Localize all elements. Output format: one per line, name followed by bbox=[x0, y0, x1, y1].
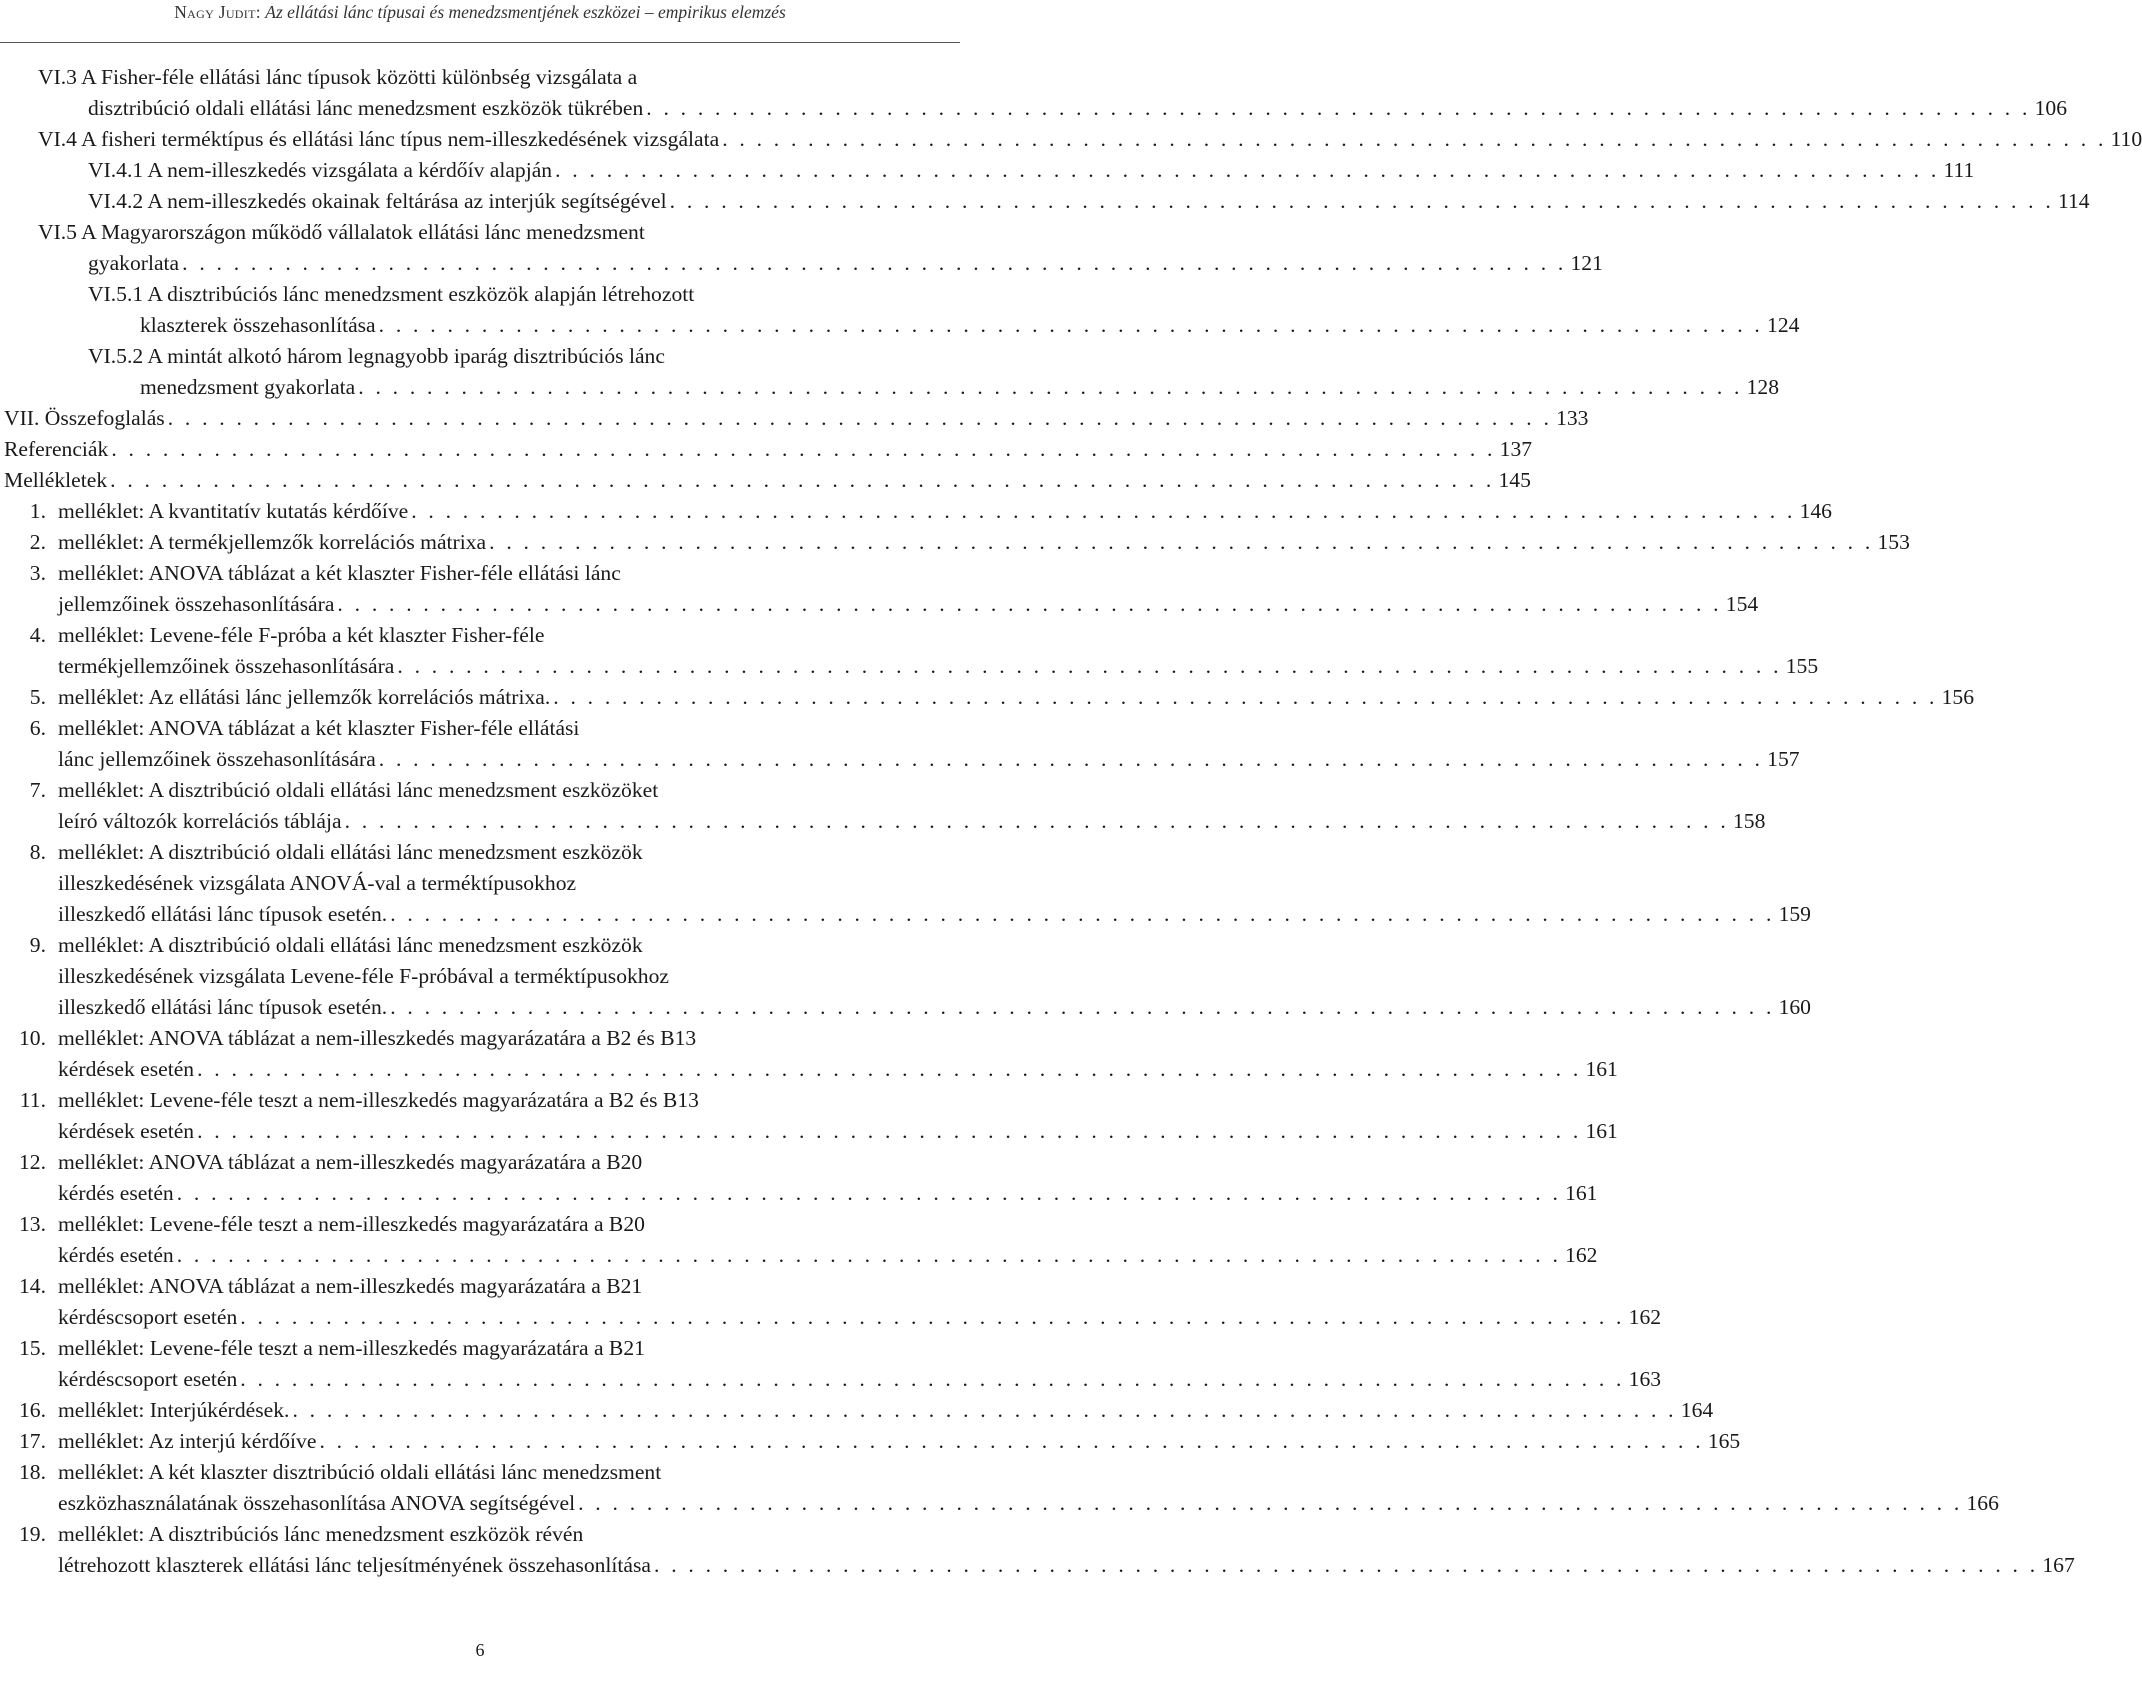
toc-entry-title: VI.5.1 A disztribúciós lánc menedzsment eszközök alapján létrehozott bbox=[88, 282, 695, 306]
toc-entry-number: 13. bbox=[19, 1212, 46, 1236]
toc-entry-page: 157 bbox=[1763, 744, 1799, 775]
toc-entry[interactable] bbox=[0, 558, 1759, 620]
toc-entry-title: klaszterek összehasonlítása bbox=[140, 310, 379, 341]
toc-entry-title: VII. Összefoglalás bbox=[4, 403, 168, 434]
toc-entry-title: menedzsment gyakorlata bbox=[140, 372, 358, 403]
toc-entry-number: 4. bbox=[29, 623, 46, 647]
toc-entry-number: 10. bbox=[19, 1026, 46, 1050]
toc-entry[interactable] bbox=[0, 496, 1832, 527]
toc-entry-page: 159 bbox=[1775, 899, 1811, 930]
toc-entry-page: 121 bbox=[1567, 248, 1603, 279]
toc-entry-title: melléklet: A disztribúció oldali ellátási lánc menedzsment eszközök bbox=[58, 840, 643, 864]
toc-entry-title: termékjellemzőinek összehasonlítására bbox=[58, 651, 397, 682]
toc-entry[interactable] bbox=[0, 155, 1975, 186]
header-title: Az ellátási lánc típusai és menedzsmentjének eszközei – empirikus elemzés bbox=[265, 2, 786, 22]
toc-entry-title: illeszkedő ellátási lánc típusok esetén. bbox=[58, 899, 390, 930]
table-of-contents bbox=[0, 62, 2142, 1581]
toc-entry-title: melléklet: Levene-féle teszt a nem-illeszkedés magyarázatára a B20 bbox=[58, 1212, 645, 1236]
toc-entry-title: melléklet: A termékjellemzők korrelációs mátrixa bbox=[58, 527, 489, 558]
header-author: Nagy Judit: bbox=[174, 2, 261, 22]
toc-entry[interactable] bbox=[0, 682, 1975, 713]
dot-leader: . . . . . . . . . . . . . . . . . . . . . . . . . . . . . . . . . . . . . . . . . . . . . . . . . . . . . . . . . . . . . . . . . . . . . . . . . . . . . . . . . bbox=[337, 592, 1722, 616]
toc-entry[interactable] bbox=[0, 1519, 2075, 1581]
toc-entry-title: kérdések esetén bbox=[58, 1054, 197, 1085]
toc-entry[interactable] bbox=[0, 775, 1766, 837]
toc-entry-page: 146 bbox=[1796, 496, 1832, 527]
dot-leader: . . . . . . . . . . . . . . . . . . . . . . . . . . . . . . . . . . . . . . . . . . . . . . . . . . . . . . . . . . . . . . . . . . . . . . . . . . . . . . . . . bbox=[182, 251, 1567, 275]
toc-entry-title: illeszkedésének vizsgálata ANOVÁ-val a terméktípusokhoz bbox=[58, 871, 577, 895]
dot-leader: . . . . . . . . . . . . . . . . . . . . . . . . . . . . . . . . . . . . . . . . . . . . . . . . . . . . . . . . . . . . . . . . . . . . . . . . . . . . . . . . . bbox=[378, 747, 1764, 771]
toc-entry-page: 154 bbox=[1722, 589, 1758, 620]
toc-entry-page: 158 bbox=[1729, 806, 1765, 837]
dot-leader: . . . . . . . . . . . . . . . . . . . . . . . . . . . . . . . . . . . . . . . . . . . . . . . . . . . . . . . . . . . . . . . . . . . . . . . . . . . . . . . . . bbox=[390, 902, 1775, 926]
toc-entry[interactable] bbox=[0, 1023, 1618, 1085]
dot-leader: . . . . . . . . . . . . . . . . . . . . . . . . . . . . . . . . . . . . . . . . . . . . . . . . . . . . . . . . . . . . . . . . . . . . . . . . . . . . . . . . . bbox=[240, 1367, 1625, 1391]
toc-entry-title: VI.5 A Magyarországon működő vállalatok ellátási lánc menedzsment bbox=[38, 220, 645, 244]
dot-leader: . . . . . . . . . . . . . . . . . . . . . . . . . . . . . . . . . . . . . . . . . . . . . . . . . . . . . . . . . . . . . . . . . . . . . . . . . . . . . . . . . bbox=[390, 995, 1775, 1019]
toc-entry[interactable] bbox=[0, 527, 1910, 558]
toc-entry-title: VI.4.1 A nem-illeszkedés vizsgálata a kérdőív alapján bbox=[88, 155, 555, 186]
toc-entry[interactable] bbox=[0, 1395, 1714, 1426]
toc-entry-page: 137 bbox=[1496, 434, 1532, 465]
toc-entry-title: melléklet: ANOVA táblázat a két klaszter Fisher-féle ellátási bbox=[58, 716, 580, 740]
toc-entry-page: 128 bbox=[1743, 372, 1779, 403]
toc-entry-title: melléklet: A disztribúció oldali ellátási lánc menedzsment eszközöket bbox=[58, 778, 659, 802]
toc-entry-title: kérdés esetén bbox=[58, 1240, 177, 1271]
toc-entry-title: VI.4 A fisheri terméktípus és ellátási lánc típus nem-illeszkedésének vizsgálata bbox=[38, 124, 722, 155]
toc-entry[interactable] bbox=[0, 1333, 1662, 1395]
toc-entry-page: 133 bbox=[1552, 403, 1588, 434]
toc-entry[interactable] bbox=[0, 341, 1780, 403]
toc-entry-title: VI.4.2 A nem-illeszkedés okainak feltárása az interjúk segítségével bbox=[88, 186, 670, 217]
toc-entry-number: 14. bbox=[19, 1274, 46, 1298]
page-number: 6 bbox=[475, 1640, 485, 1660]
running-header bbox=[0, 0, 960, 43]
toc-entry-title: kérdéscsoport esetén bbox=[58, 1302, 240, 1333]
toc-entry-title: VI.5.2 A mintát alkotó három legnagyobb iparág disztribúciós lánc bbox=[88, 344, 665, 368]
toc-entry-page: 110 bbox=[2107, 124, 2142, 155]
toc-entry[interactable] bbox=[0, 279, 1800, 341]
toc-entry-title: melléklet: Az interjú kérdőíve bbox=[58, 1426, 319, 1457]
dot-leader: . . . . . . . . . . . . . . . . . . . . . . . . . . . . . . . . . . . . . . . . . . . . . . . . . . . . . . . . . . . . . . . . . . . . . . . . . . . . . . . . . bbox=[489, 530, 1874, 554]
toc-entry-number: 16. bbox=[19, 1398, 46, 1422]
toc-entry-page: 161 bbox=[1581, 1054, 1617, 1085]
dot-leader: . . . . . . . . . . . . . . . . . . . . . . . . . . . . . . . . . . . . . . . . . . . . . . . . . . . . . . . . . . . . . . . . . . . . . . . . . . . . . . . . . bbox=[197, 1057, 1582, 1081]
dot-leader: . . . . . . . . . . . . . . . . . . . . . . . . . . . . . . . . . . . . . . . . . . . . . . . . . . . . . . . . . . . . . . . . . . . . . . . . . . . . . . . . . bbox=[240, 1305, 1625, 1329]
toc-entry-title: leíró változók korrelációs táblája bbox=[58, 806, 345, 837]
dot-leader: . . . . . . . . . . . . . . . . . . . . . . . . . . . . . . . . . . . . . . . . . . . . . . . . . . . . . . . . . . . . . . . . . . . . . . . . . . . . . . . . . bbox=[378, 313, 1764, 337]
dot-leader: . . . . . . . . . . . . . . . . . . . . . . . . . . . . . . . . . . . . . . . . . . . . . . . . . . . . . . . . . . . . . . . . . . . . . . . . . . . . . . . . . bbox=[197, 1119, 1582, 1143]
toc-entry-title: melléklet: A disztribúció oldali ellátási lánc menedzsment eszközök bbox=[58, 933, 643, 957]
toc-entry-title: jellemzőinek összehasonlítására bbox=[58, 589, 337, 620]
toc-entry-title: illeszkedésének vizsgálata Levene-féle F-próbával a terméktípusokhoz bbox=[58, 964, 669, 988]
toc-entry-page: 156 bbox=[1938, 682, 1974, 713]
dot-leader: . . . . . . . . . . . . . . . . . . . . . . . . . . . . . . . . . . . . . . . . . . . . . . . . . . . . . . . . . . . . . . . . . . . . . . . . . . . . . . . . . bbox=[553, 685, 1938, 709]
toc-entry-page: 165 bbox=[1704, 1426, 1740, 1457]
dot-leader: . . . . . . . . . . . . . . . . . . . . . . . . . . . . . . . . . . . . . . . . . . . . . . . . . . . . . . . . . . . . . . . . . . . . . . . . . . . . . . . . . bbox=[176, 1181, 1562, 1205]
toc-entry-number: 3. bbox=[29, 561, 46, 585]
dot-leader: . . . . . . . . . . . . . . . . . . . . . . . . . . . . . . . . . . . . . . . . . . . . . . . . . . . . . . . . . . . . . . . . . . . . . . . . . . . . . . . . . bbox=[397, 654, 1782, 678]
toc-entry[interactable] bbox=[0, 465, 1531, 496]
toc-entry-title: melléklet: A disztribúciós lánc menedzsment eszközök révén bbox=[58, 1522, 584, 1546]
toc-entry-title: disztribúció oldali ellátási lánc menedzsment eszközök tükrében bbox=[88, 93, 646, 124]
dot-leader: . . . . . . . . . . . . . . . . . . . . . . . . . . . . . . . . . . . . . . . . . . . . . . . . . . . . . . . . . . . . . . . . . . . . . . . . . . . . . . . . . bbox=[176, 1243, 1562, 1267]
toc-entry-title: melléklet: A két klaszter disztribúció oldali ellátási lánc menedzsment bbox=[58, 1460, 662, 1484]
toc-entry[interactable] bbox=[0, 1085, 1618, 1147]
toc-entry-page: 163 bbox=[1625, 1364, 1661, 1395]
dot-leader: . . . . . . . . . . . . . . . . . . . . . . . . . . . . . . . . . . . . . . . . . . . . . . . . . . . . . . . . . . . . . . . . . . . . . . . . . . . . . . . . . bbox=[110, 468, 1495, 492]
toc-entry-title: kérdéscsoport esetén bbox=[58, 1364, 240, 1395]
toc-entry[interactable] bbox=[0, 186, 2090, 217]
toc-entry[interactable] bbox=[0, 1209, 1598, 1271]
toc-entry-number: 6. bbox=[29, 716, 46, 740]
toc-entry-page: 124 bbox=[1763, 310, 1799, 341]
toc-entry-title: kérdések esetén bbox=[58, 1116, 197, 1147]
toc-entry-page: 162 bbox=[1625, 1302, 1661, 1333]
toc-entry-page: 167 bbox=[2038, 1550, 2074, 1581]
toc-entry[interactable] bbox=[0, 620, 1819, 682]
dot-leader: . . . . . . . . . . . . . . . . . . . . . . . . . . . . . . . . . . . . . . . . . . . . . . . . . . . . . . . . . . . . . . . . . . . . . . . . . . . . . . . . . bbox=[167, 406, 1553, 430]
dot-leader: . . . . . . . . . . . . . . . . . . . . . . . . . . . . . . . . . . . . . . . . . . . . . . . . . . . . . . . . . . . . . . . . . . . . . . . . . . . . . . . . . bbox=[358, 375, 1743, 399]
toc-entry[interactable] bbox=[0, 1426, 1741, 1457]
toc-entry-title: melléklet: Levene-féle teszt a nem-illeszkedés magyarázatára a B2 és B13 bbox=[58, 1088, 699, 1112]
dot-leader: . . . . . . . . . . . . . . . . . . . . . . . . . . . . . . . . . . . . . . . . . . . . . . . . . . . . . . . . . . . . . . . . . . . . . . . . . . . . . . . . . bbox=[555, 158, 1940, 182]
toc-entry-title: melléklet: Levene-féle teszt a nem-illeszkedés magyarázatára a B21 bbox=[58, 1336, 645, 1360]
toc-entry-number: 2. bbox=[29, 530, 46, 554]
toc-entry-number: 1. bbox=[29, 499, 46, 523]
toc-entry-number: 19. bbox=[19, 1522, 46, 1546]
toc-entry-number: 9. bbox=[29, 933, 46, 957]
dot-leader: . . . . . . . . . . . . . . . . . . . . . . . . . . . . . . . . . . . . . . . . . . . . . . . . . . . . . . . . . . . . . . . . . . . . . . . . . . . . . . . . . bbox=[646, 96, 2031, 120]
toc-entry-page: 160 bbox=[1775, 992, 1811, 1023]
dot-leader: . . . . . . . . . . . . . . . . . . . . . . . . . . . . . . . . . . . . . . . . . . . . . . . . . . . . . . . . . . . . . . . . . . . . . . . . . . . . . . . . . bbox=[411, 499, 1796, 523]
toc-entry-title: gyakorlata bbox=[88, 248, 182, 279]
toc-entry-title: eszközhasználatának összehasonlítása ANOVA segítségével bbox=[58, 1488, 578, 1519]
toc-entry-page: 106 bbox=[2031, 93, 2067, 124]
toc-entry-title: lánc jellemzőinek összehasonlítására bbox=[58, 744, 379, 775]
toc-entry-title: melléklet: Az ellátási lánc jellemzők korrelációs mátrixa. bbox=[58, 682, 553, 713]
toc-entry-number: 8. bbox=[29, 840, 46, 864]
toc-entry-page: 155 bbox=[1782, 651, 1818, 682]
toc-entry-page: 164 bbox=[1677, 1395, 1713, 1426]
toc-entry-title: létrehozott klaszterek ellátási lánc teljesítményének összehasonlítása bbox=[58, 1550, 654, 1581]
toc-entry-number: 12. bbox=[19, 1150, 46, 1174]
toc-entry[interactable] bbox=[0, 1271, 1662, 1333]
toc-entry-number: 5. bbox=[29, 685, 46, 709]
toc-entry[interactable] bbox=[0, 124, 2142, 155]
toc-entry[interactable] bbox=[0, 930, 1811, 1023]
toc-entry[interactable] bbox=[0, 837, 1811, 930]
toc-entry-title: VI.3 A Fisher-féle ellátási lánc típusok közötti különbség vizsgálata a bbox=[38, 65, 638, 89]
dot-leader: . . . . . . . . . . . . . . . . . . . . . . . . . . . . . . . . . . . . . . . . . . . . . . . . . . . . . . . . . . . . . . . . . . . . . . . . . . . . . . . . . bbox=[654, 1553, 2039, 1577]
dot-leader: . . . . . . . . . . . . . . . . . . . . . . . . . . . . . . . . . . . . . . . . . . . . . . . . . . . . . . . . . . . . . . . . . . . . . . . . . . . . . . . . . bbox=[319, 1429, 1704, 1453]
dot-leader: . . . . . . . . . . . . . . . . . . . . . . . . . . . . . . . . . . . . . . . . . . . . . . . . . . . . . . . . . . . . . . . . . . . . . . . . . . . . . . . . . bbox=[722, 127, 2107, 151]
toc-entry-page: 111 bbox=[1939, 155, 1974, 186]
toc-entry-number: 11. bbox=[19, 1088, 46, 1112]
toc-entry-number: 17. bbox=[19, 1429, 46, 1453]
toc-entry-page: 161 bbox=[1561, 1178, 1597, 1209]
toc-entry-title: melléklet: ANOVA táblázat a két klaszter Fisher-féle ellátási lánc bbox=[58, 561, 621, 585]
toc-entry[interactable] bbox=[0, 217, 1603, 279]
toc-entry-title: melléklet: Interjúkérdések. bbox=[58, 1395, 292, 1426]
dot-leader: . . . . . . . . . . . . . . . . . . . . . . . . . . . . . . . . . . . . . . . . . . . . . . . . . . . . . . . . . . . . . . . . . . . . . . . . . . . . . . . . . bbox=[669, 189, 2054, 213]
toc-entry-page: 162 bbox=[1561, 1240, 1597, 1271]
toc-entry-number: 15. bbox=[19, 1336, 46, 1360]
toc-entry[interactable] bbox=[0, 403, 1589, 434]
dot-leader: . . . . . . . . . . . . . . . . . . . . . . . . . . . . . . . . . . . . . . . . . . . . . . . . . . . . . . . . . . . . . . . . . . . . . . . . . . . . . . . . . bbox=[292, 1398, 1677, 1422]
dot-leader: . . . . . . . . . . . . . . . . . . . . . . . . . . . . . . . . . . . . . . . . . . . . . . . . . . . . . . . . . . . . . . . . . . . . . . . . . . . . . . . . . bbox=[344, 809, 1729, 833]
toc-entry-number: 7. bbox=[29, 778, 46, 802]
toc-entry[interactable] bbox=[0, 1147, 1598, 1209]
toc-entry[interactable] bbox=[0, 434, 1533, 465]
toc-entry-page: 166 bbox=[1962, 1488, 1998, 1519]
toc-entry-page: 114 bbox=[2054, 186, 2090, 217]
toc-entry[interactable] bbox=[0, 1457, 1999, 1519]
toc-entry[interactable] bbox=[0, 713, 1800, 775]
toc-entry-title: Mellékletek bbox=[4, 465, 110, 496]
toc-entry-title: Referenciák bbox=[4, 434, 111, 465]
running-header-text bbox=[0, 2, 960, 23]
toc-entry-title: melléklet: ANOVA táblázat a nem-illeszkedés magyarázatára a B20 bbox=[58, 1150, 643, 1174]
toc-entry-title: melléklet: ANOVA táblázat a nem-illeszkedés magyarázatára a B2 és B13 bbox=[58, 1026, 697, 1050]
toc-entry-title: melléklet: ANOVA táblázat a nem-illeszkedés magyarázatára a B21 bbox=[58, 1274, 643, 1298]
toc-entry-title: illeszkedő ellátási lánc típusok esetén. bbox=[58, 992, 390, 1023]
toc-entry-title: melléklet: A kvantitatív kutatás kérdőíve bbox=[58, 496, 411, 527]
toc-entry-title: kérdés esetén bbox=[58, 1178, 177, 1209]
dot-leader: . . . . . . . . . . . . . . . . . . . . . . . . . . . . . . . . . . . . . . . . . . . . . . . . . . . . . . . . . . . . . . . . . . . . . . . . . . . . . . . . . bbox=[578, 1491, 1963, 1515]
toc-entry-page: 161 bbox=[1581, 1116, 1617, 1147]
toc-entry-page: 145 bbox=[1495, 465, 1531, 496]
toc-entry-title: melléklet: Levene-féle F-próba a két klaszter Fisher-féle bbox=[58, 623, 545, 647]
toc-entry[interactable] bbox=[0, 62, 2067, 124]
toc-entry-page: 153 bbox=[1873, 527, 1909, 558]
toc-entry-number: 18. bbox=[19, 1460, 46, 1484]
dot-leader: . . . . . . . . . . . . . . . . . . . . . . . . . . . . . . . . . . . . . . . . . . . . . . . . . . . . . . . . . . . . . . . . . . . . . . . . . . . . . . . . . bbox=[111, 437, 1496, 461]
